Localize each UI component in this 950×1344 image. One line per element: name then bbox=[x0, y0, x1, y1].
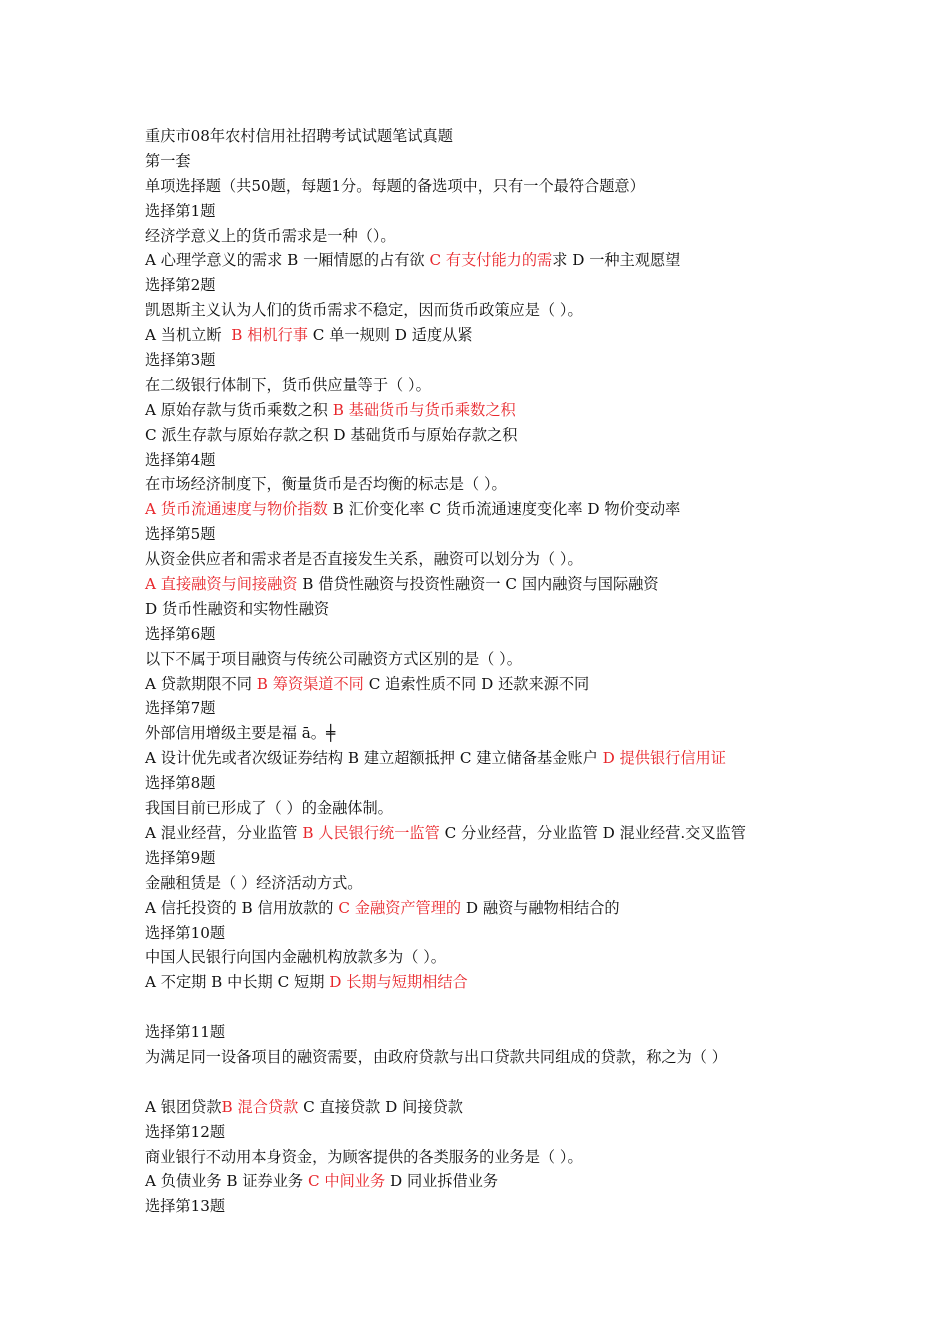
question-options bbox=[145, 672, 905, 697]
option-text: A 负债业务 B 证券业务 bbox=[145, 1172, 308, 1191]
question-label: 选择第13题 bbox=[145, 1197, 226, 1216]
option-text: C 追索性质不同 D 还款来源不同 bbox=[363, 674, 590, 693]
blank-line bbox=[145, 1070, 905, 1095]
question-label: 选择第11题 bbox=[145, 1023, 226, 1042]
question-stem: 以下不属于项目融资与传统公司融资方式区别的是（ ）。 bbox=[145, 649, 522, 668]
question-label: 选择第3题 bbox=[145, 351, 216, 370]
question-options bbox=[145, 821, 905, 846]
answer-highlight: B 基础货币与货币乘数之积 bbox=[332, 400, 516, 419]
question-stem: 为满足同一设备项目的融资需要，由政府贷款与出口贷款共同组成的贷款，称之为（ ） bbox=[145, 1047, 727, 1066]
question-label: 选择第9题 bbox=[145, 848, 216, 867]
question-label: 选择第6题 bbox=[145, 624, 216, 643]
answer-highlight: C 中间业务 bbox=[307, 1172, 386, 1191]
question-label: 选择第12题 bbox=[145, 1122, 226, 1141]
question-stem: 凯恩斯主义认为人们的货币需求不稳定，因而货币政策应是（ ）。 bbox=[145, 301, 583, 320]
question-label: 选择第4题 bbox=[145, 450, 216, 469]
question-label: 选择第7题 bbox=[145, 699, 216, 718]
question-label: 选择第1题 bbox=[145, 201, 216, 220]
answer-highlight: C 有支付能力的需 bbox=[429, 251, 553, 270]
answer-highlight: B 人民银行统一监管 bbox=[302, 823, 440, 842]
question-options bbox=[145, 1095, 905, 1120]
option-text: C 分业经营，分业监管 D 混业经营.交叉监管 bbox=[439, 823, 746, 842]
answer-highlight: A 货币流通速度与物价指数 bbox=[145, 500, 328, 519]
question-label: 选择第10题 bbox=[145, 923, 226, 942]
question-label: 选择第5题 bbox=[145, 525, 216, 544]
document-body bbox=[145, 124, 905, 1219]
question-options bbox=[145, 398, 905, 423]
answer-highlight: B 混合贷款 bbox=[221, 1097, 299, 1116]
answer-highlight: C 金融资产管理的 bbox=[338, 898, 462, 917]
answer-highlight: A 直接融资与间接融资 bbox=[145, 575, 298, 594]
question-stem: 经济学意义上的货币需求是一种（）。 bbox=[145, 226, 396, 245]
answer-highlight: D 长期与短期相结合 bbox=[329, 973, 468, 992]
question-stem: 中国人民银行向国内金融机构放款多为（ ）。 bbox=[145, 948, 446, 967]
option-text: A 原始存款与货币乘数之积 bbox=[145, 400, 333, 419]
question-options-continued: C 派生存款与原始存款之积 D 基础货币与原始存款之积 bbox=[145, 425, 518, 444]
blank-line bbox=[145, 995, 905, 1020]
option-text: B 汇价变化率 C 货币流通速度变化率 D 物价变动率 bbox=[327, 500, 681, 519]
option-text: 求 D 一种主观愿望 bbox=[552, 251, 681, 270]
question-label: 选择第2题 bbox=[145, 276, 216, 295]
question-options bbox=[145, 572, 905, 597]
question-stem: 外部信用增级主要是福 ā。╪ bbox=[145, 724, 336, 743]
option-text: C 直接贷款 D 间接贷款 bbox=[298, 1097, 463, 1116]
option-text: A 心理学意义的需求 B 一厢情愿的占有欲 bbox=[145, 251, 430, 270]
question-stem: 我国目前已形成了（ ）的金融体制。 bbox=[145, 799, 393, 818]
question-stem: 在市场经济制度下，衡量货币是否均衡的标志是（ ）。 bbox=[145, 475, 507, 494]
question-options bbox=[145, 248, 905, 273]
question-options bbox=[145, 970, 905, 995]
question-options bbox=[145, 323, 905, 348]
question-label: 选择第8题 bbox=[145, 774, 216, 793]
option-text: A 混业经营，分业监管 bbox=[145, 823, 303, 842]
question-options bbox=[145, 896, 905, 921]
option-text: A 银团贷款 bbox=[145, 1097, 222, 1116]
option-text: C 单一规则 D 适度从紧 bbox=[307, 326, 473, 345]
answer-highlight: D 提供银行信用证 bbox=[602, 749, 726, 768]
question-stem: 从资金供应者和需求者是否直接发生关系，融资可以划分为（ ）。 bbox=[145, 550, 583, 569]
question-stem: 在二级银行体制下，货币供应量等于（ ）。 bbox=[145, 375, 431, 394]
question-stem: 商业银行不动用本身资金，为顾客提供的各类服务的业务是（ ）。 bbox=[145, 1147, 583, 1166]
answer-highlight: B 筹资渠道不同 bbox=[256, 674, 364, 693]
document-title: 重庆市08年农村信用社招聘考试试题笔试真题 bbox=[145, 127, 453, 145]
section-heading: 单项选择题（共50题，每题1分。每题的备选项中，只有一个最符合题意） bbox=[145, 176, 645, 195]
option-text: D 同业拆借业务 bbox=[385, 1172, 499, 1191]
question-options bbox=[145, 497, 905, 522]
option-text: A 贷款期限不同 bbox=[145, 674, 257, 693]
option-text: A 不定期 B 中长期 C 短期 bbox=[145, 973, 330, 992]
answer-highlight: B 相机行事 bbox=[231, 326, 308, 345]
option-text: A 当机立断 bbox=[145, 326, 232, 345]
question-options bbox=[145, 1169, 905, 1194]
question-options bbox=[145, 746, 905, 771]
option-text: A 设计优先或者次级证券结构 B 建立超额抵押 C 建立储备基金账户 bbox=[145, 749, 603, 768]
option-text: A 信托投资的 B 信用放款的 bbox=[145, 898, 339, 917]
question-options-continued: D 货币性融资和实物性融资 bbox=[145, 599, 330, 618]
option-text: B 借贷性融资与投资性融资一 C 国内融资与国际融资 bbox=[297, 575, 659, 594]
option-text: D 融资与融物相结合的 bbox=[461, 898, 620, 917]
question-stem: 金融租赁是（ ）经济活动方式。 bbox=[145, 873, 363, 892]
set-label: 第一套 bbox=[145, 151, 191, 170]
